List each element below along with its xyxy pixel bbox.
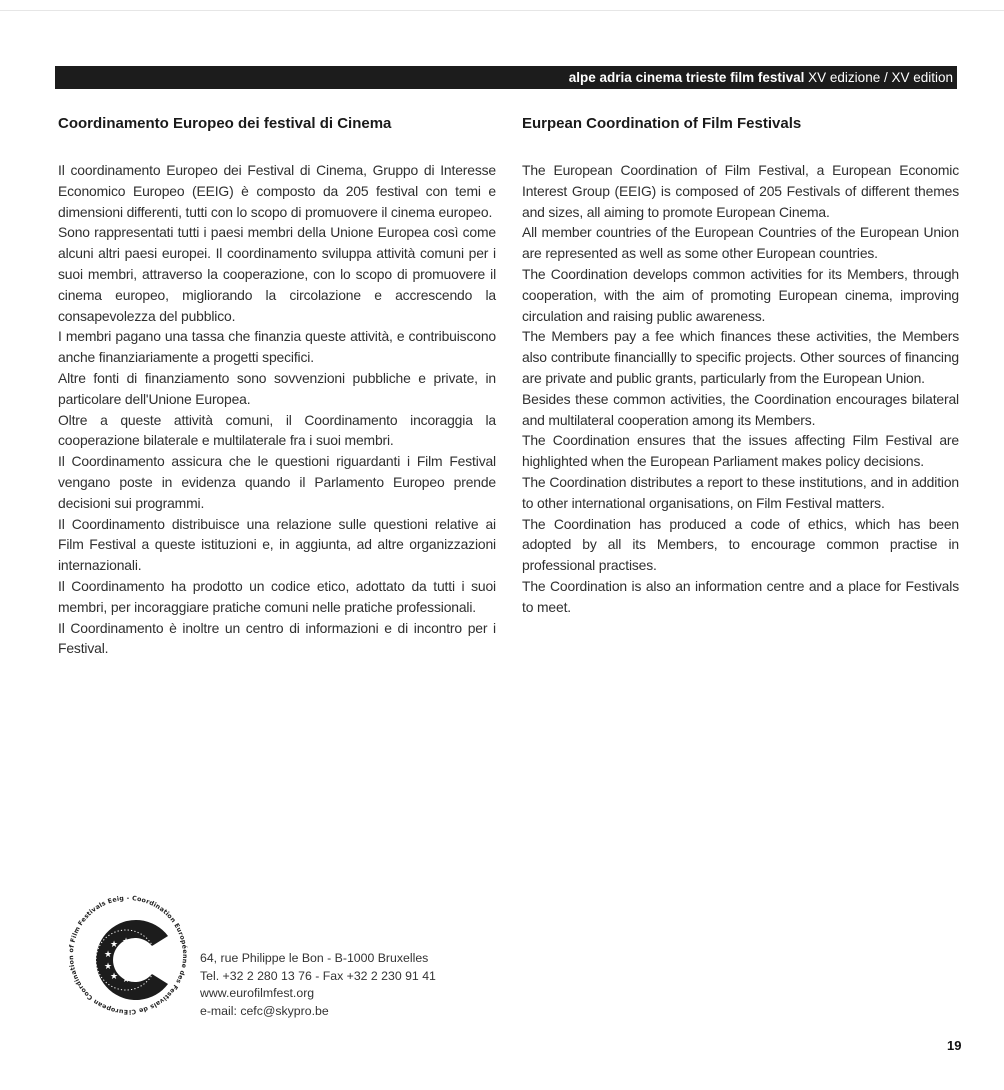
italian-paragraph: Il Coordinamento distribuisce una relazione sulle questioni relative ai Film Festival a queste istituzioni e, in aggiunta, ad altre organizzazioni internazionali. [58, 515, 496, 574]
english-paragraph: The European Coordination of Film Festival, a European Economic Interest Group (EEIG) is composed of 205 Festivals of different themes and sizes, all aiming to promote European Cinema. [522, 162, 959, 220]
logo-ring-text: European Coordination of Film Festivals Eeig - Coordination Européenne des Festivals de Ci [68, 894, 188, 1016]
svg-text:★: ★ [103, 950, 113, 960]
coordination-logo [68, 890, 188, 1020]
banner-edition: XV edizione / XV edition [808, 70, 953, 85]
italian-paragraph: Oltre a queste attività comuni, il Coordinamento incoraggia la cooperazione bilaterale e multilaterale fra i suoi membri. [58, 411, 496, 449]
italian-paragraph: Il Coordinamento assicura che le questioni riguardanti i Film Festival vengano poste in evidenza quando il Parlamento Europeo prende decisioni sui programmi. [58, 453, 496, 511]
svg-text:★: ★ [133, 972, 143, 982]
top-rule [0, 0, 1004, 11]
contact-phone: Tel. +32 2 280 13 76 - Fax +32 2 230 91 41 [200, 968, 436, 983]
english-paragraph: The Coordination ensures that the issues affecting Film Festival are highlighted when the European Parliament makes policy decisions. [522, 432, 959, 470]
contact-website[interactable]: www.eurofilmfest.org [200, 986, 315, 1000]
svg-text:★: ★ [109, 972, 119, 982]
italian-paragraph: Sono rappresentati tutti i paesi membri della Unione Europea così come alcuni altri paesi europei. Il coordinamento sviluppa attività comuni per i suoi membri, attraverso la cooperazione, con lo scopo di promuovere il cinema europeo, migliorando la circolazione e accrescendo la consapevolezza del pubblico. [58, 224, 496, 324]
contact-address: 64, rue Philippe le Bon - B-1000 Bruxelles [200, 951, 429, 965]
english-paragraph: The Coordination distributes a report to these institutions, and in addition to other international organisations, on Film Festival matters. [522, 473, 959, 511]
english-paragraph: The Coordination has produced a code of ethics, which has been adopted by all its Members, to encourage common practise in professional practises. [522, 515, 959, 574]
italian-paragraph: Il Coordinamento ha prodotto un codice etico, adottato da tutti i suoi membri, per incoraggiare pratiche comuni nelle pratiche professionali. [58, 577, 496, 615]
header-banner [55, 66, 957, 89]
italian-paragraph: Il Coordinamento è inoltre un centro di informazioni e di incontro per i Festival. [58, 619, 496, 657]
svg-text:★: ★ [121, 975, 131, 985]
italian-paragraph: Altre fonti di finanziamento sono sovvenzioni pubbliche e private, in particolare dell'Unione Europea. [58, 369, 496, 407]
svg-text:★: ★ [139, 950, 149, 960]
svg-text:★: ★ [139, 962, 149, 972]
italian-paragraph: I membri pagano una tassa che finanzia queste attività, e contribuiscono anche finanziariamente a progetti specifici. [58, 328, 496, 366]
svg-text:★: ★ [103, 962, 113, 972]
svg-text:★: ★ [121, 937, 131, 947]
svg-text:★: ★ [133, 940, 143, 950]
english-column [522, 114, 959, 618]
contact-block [200, 950, 436, 1020]
italian-paragraph: Il coordinamento Europeo dei Festival di Cinema, Gruppo di Interesse Economico Europeo (EEIG) è composto da 205 festival con temi e dimensioni differenti, tutti con lo scopo di promuovere il cinema europeo. [58, 162, 496, 220]
page-number: 19 [947, 1038, 962, 1053]
banner-festival-name: alpe adria cinema trieste film festival [568, 70, 805, 85]
italian-heading: Coordinamento Europeo dei festival di Cinema [58, 115, 392, 132]
svg-text:★: ★ [109, 940, 119, 950]
italian-column [58, 114, 496, 659]
english-paragraph: The Coordination is also an information centre and a place for Festivals to meet. [522, 577, 959, 615]
english-paragraph: The Members pay a fee which finances these activities, the Members also contribute financiallly to specific projects. Other sources of financing are private and public grants, particularly from the European Union. [522, 328, 959, 386]
english-paragraph: The Coordination develops common activities for its Members, through cooperation, with the aim of promoting European cinema, improving circulation and raising public awareness. [522, 265, 959, 324]
contact-email[interactable]: e-mail: cefc@skypro.be [200, 1003, 329, 1018]
english-heading: Eurpean Coordination of Film Festivals [522, 115, 802, 132]
english-paragraph: All member countries of the European Countries of the European Union are represented as well as some other European countries. [522, 224, 959, 262]
logo-emblem-icon [68, 890, 188, 1020]
english-paragraph: Besides these common activities, the Coordination encourages bilateral and multilateral cooperation among its Members. [522, 390, 959, 428]
